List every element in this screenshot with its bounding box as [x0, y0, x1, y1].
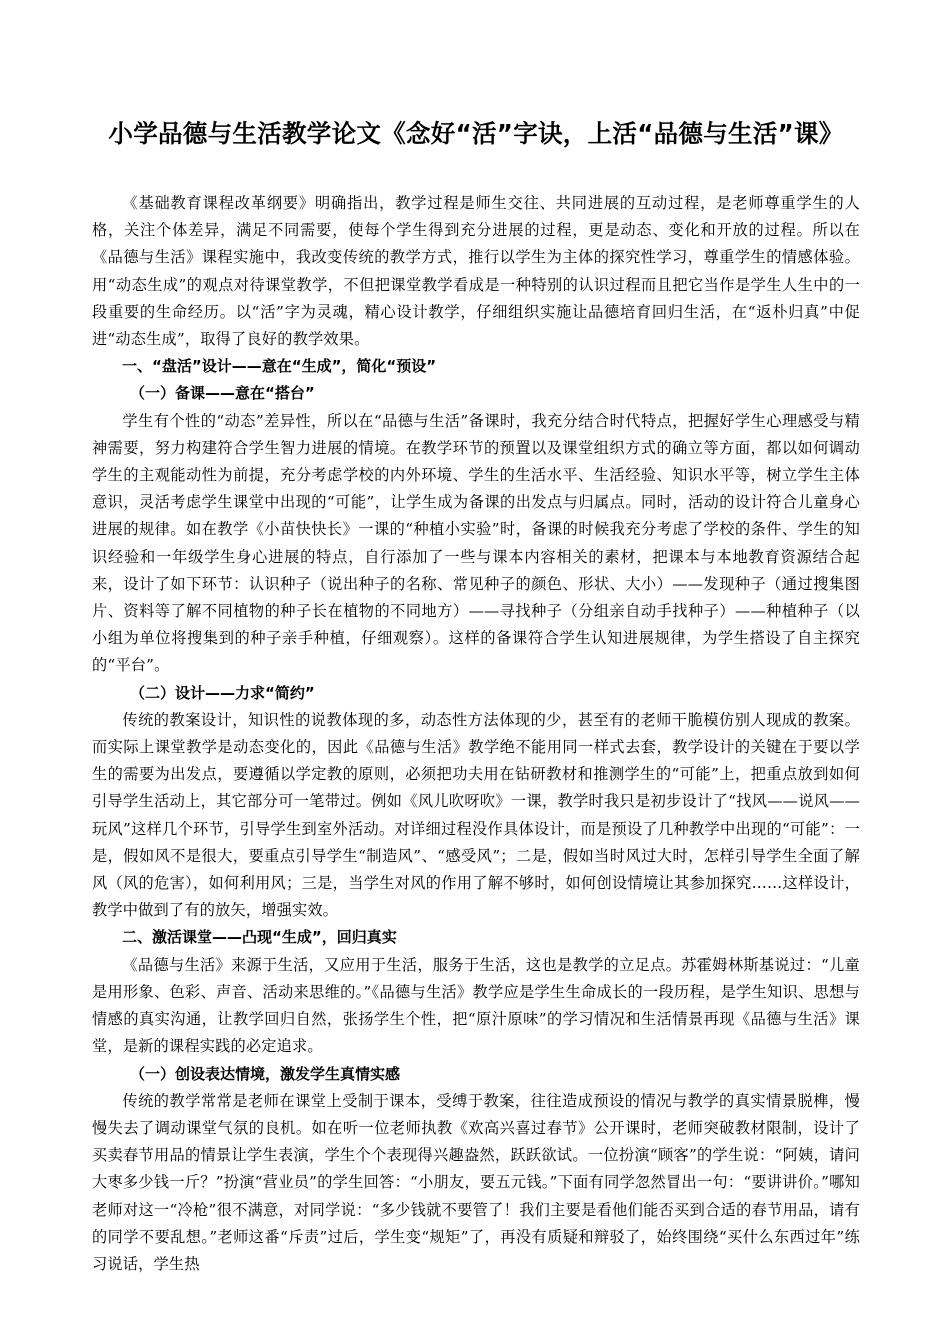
paragraph-lesson-prep: 学生有个性的“动态”差异性，所以在“品德与生活”备课时，我充分结合时代特点，把握好学生心理感受与精神需要，努力构建符合学生智力进展的情境。在教学环节的预置以及课堂组织方式的确立等方面，都以如何调动学生的主观能动性为前提，充分考虑学校的内外环境、学生的生活水平、生活经验、知识水平等，树立学生主体意识，灵活考虑学生课堂中出现的“可能”，让学生成为备课的出发点与归属点。同时，活动的设计符合儿童身心进展的规律。如在教学《小苗快快长》一课的“种植小实验”时，备课的时候我充分考虑了学校的条件、学生的知识经验和一年级学生身心进展的特点，自行添加了一些与课本内容相关的素材，把课本与本地教育资源结合起来，设计了如下环节：认识种子（说出种子的名称、常见种子的颜色、形状、大小）——发现种子（通过搜集图片、资料等了解不同植物的种子长在植物的不同地方）——寻找种子（分组亲自动手找种子）——种植种子（以小组为单位将搜集到的种子亲手种植，仔细观察）。这样的备课符合学生认知进展规律，为学生搭设了自主探究的“平台”。 — [92, 411, 860, 675]
paragraph-situation: 传统的教学常常是老师在课堂上受制于课本，受缚于教案，往往造成预设的情况与教学的真实情景脱榫，慢慢失去了调动课堂气氛的良机。如在听一位老师执教《欢高兴喜过春节》公开课时，老师突破教材限制，设计了买卖春节用品的情景让学生表演，学生个个表现得兴趣盎然，跃跃欲试。一位扮演“顾客”的学生说：“阿姨，请问大枣多少钱一斤？”扮演“营业员”的学生回答：“小朋友，要五元钱。”下面有同学忽然冒出一句：“要讲讲价。”哪知老师对这一“冷枪”很不满意，对同学说：“多少钱就不要管了！我们主要是看他们能否买到合适的春节用品，请有的同学不要乱想。”老师这番“斥责”过后，学生变“规矩”了，再没有质疑和辩驳了，始终围绕“买什么东西过年”练习说话，学生热 — [92, 1091, 860, 1273]
section-heading-1: 一、“盘活”设计——意在“生成”，简化“预设” — [122, 357, 437, 376]
section-heading-2: 二、激活课堂——凸现“生成”，回归真实 — [122, 928, 397, 947]
paragraph-activate-class: 《品德与生活》来源于生活，又应用于生活，服务于生活，这也是教学的立足点。苏霍姆林斯基说过：“儿童是用形象、色彩、声音、活动来思维的。”《品德与生活》教学应是学生生命成长的一段历程，是学生知识、思想与情感的真实沟通，让教学回归自然，张扬学生个性，把“原汁原味”的学习情况和生活情景再现《品德与生活》课堂，是新的课程实践的必定追求。 — [92, 955, 860, 1056]
subsection-heading-1-2: （二）设计——力求“简约” — [130, 683, 315, 702]
document-title: 小学品德与生活教学论文《念好“活”字诀，上活“品德与生活”课》 — [108, 119, 844, 148]
subsection-heading-1-1: （一）备课——意在“搭台” — [130, 384, 315, 403]
document-body — [92, 190, 860, 1278]
paragraph-design: 传统的教案设计，知识性的说教体现的多，动态性方法体现的少，甚至有的老师干脆模仿别人现成的教案。而实际上课堂教学是动态变化的，因此《品德与生活》教学绝不能用同一样式去套，教学设计的关键在于要以学生的需要为出发点，要遵循以学定教的原则，必须把功夫用在钻研教材和推测学生的“可能”上，把重点放到如何引导学生活动上，其它部分可一笔带过。例如《风儿吹呀吹》一课，教学时我只是初步设计了“找风——说风——玩风”这样几个环节，引导学生到室外活动。对详细过程没作具体设计，而是预设了几种教学中出现的“可能”：一是，假如风不是很大，要重点引导学生“制造风”、“感受风”；二是，假如当时风过大时，怎样引导学生全面了解风（风的危害），如何利用风；三是，当学生对风的作用了解不够时，如何创设情境让其参加探究……这样设计，教学中做到了有的放矢，增强实效。 — [92, 710, 860, 920]
intro-paragraph: 《基础教育课程改革纲要》明确指出，教学过程是师生交往、共同进展的互动过程，是老师尊重学生的人格，关注个体差异，满足不同需要，使每个学生得到充分进展的过程，更是动态、变化和开放的过程。所以在《品德与生活》课程实施中，我改变传统的教学方式，推行以学生为主体的探究性学习，尊重学生的情感体验。用“动态生成”的观点对待课堂教学，不但把课堂教学看成是一种特别的认识过程而且把它当作是学生人生中的一段重要的生命经历。以“活”字为灵魂，精心设计教学，仔细组织实施让品德培育回归生活，在“返朴归真”中促进“动态生成”，取得了良好的教学效果。 — [92, 194, 860, 349]
subsection-heading-2-1: （一）创设表达情境，激发学生真情实感 — [130, 1064, 401, 1083]
